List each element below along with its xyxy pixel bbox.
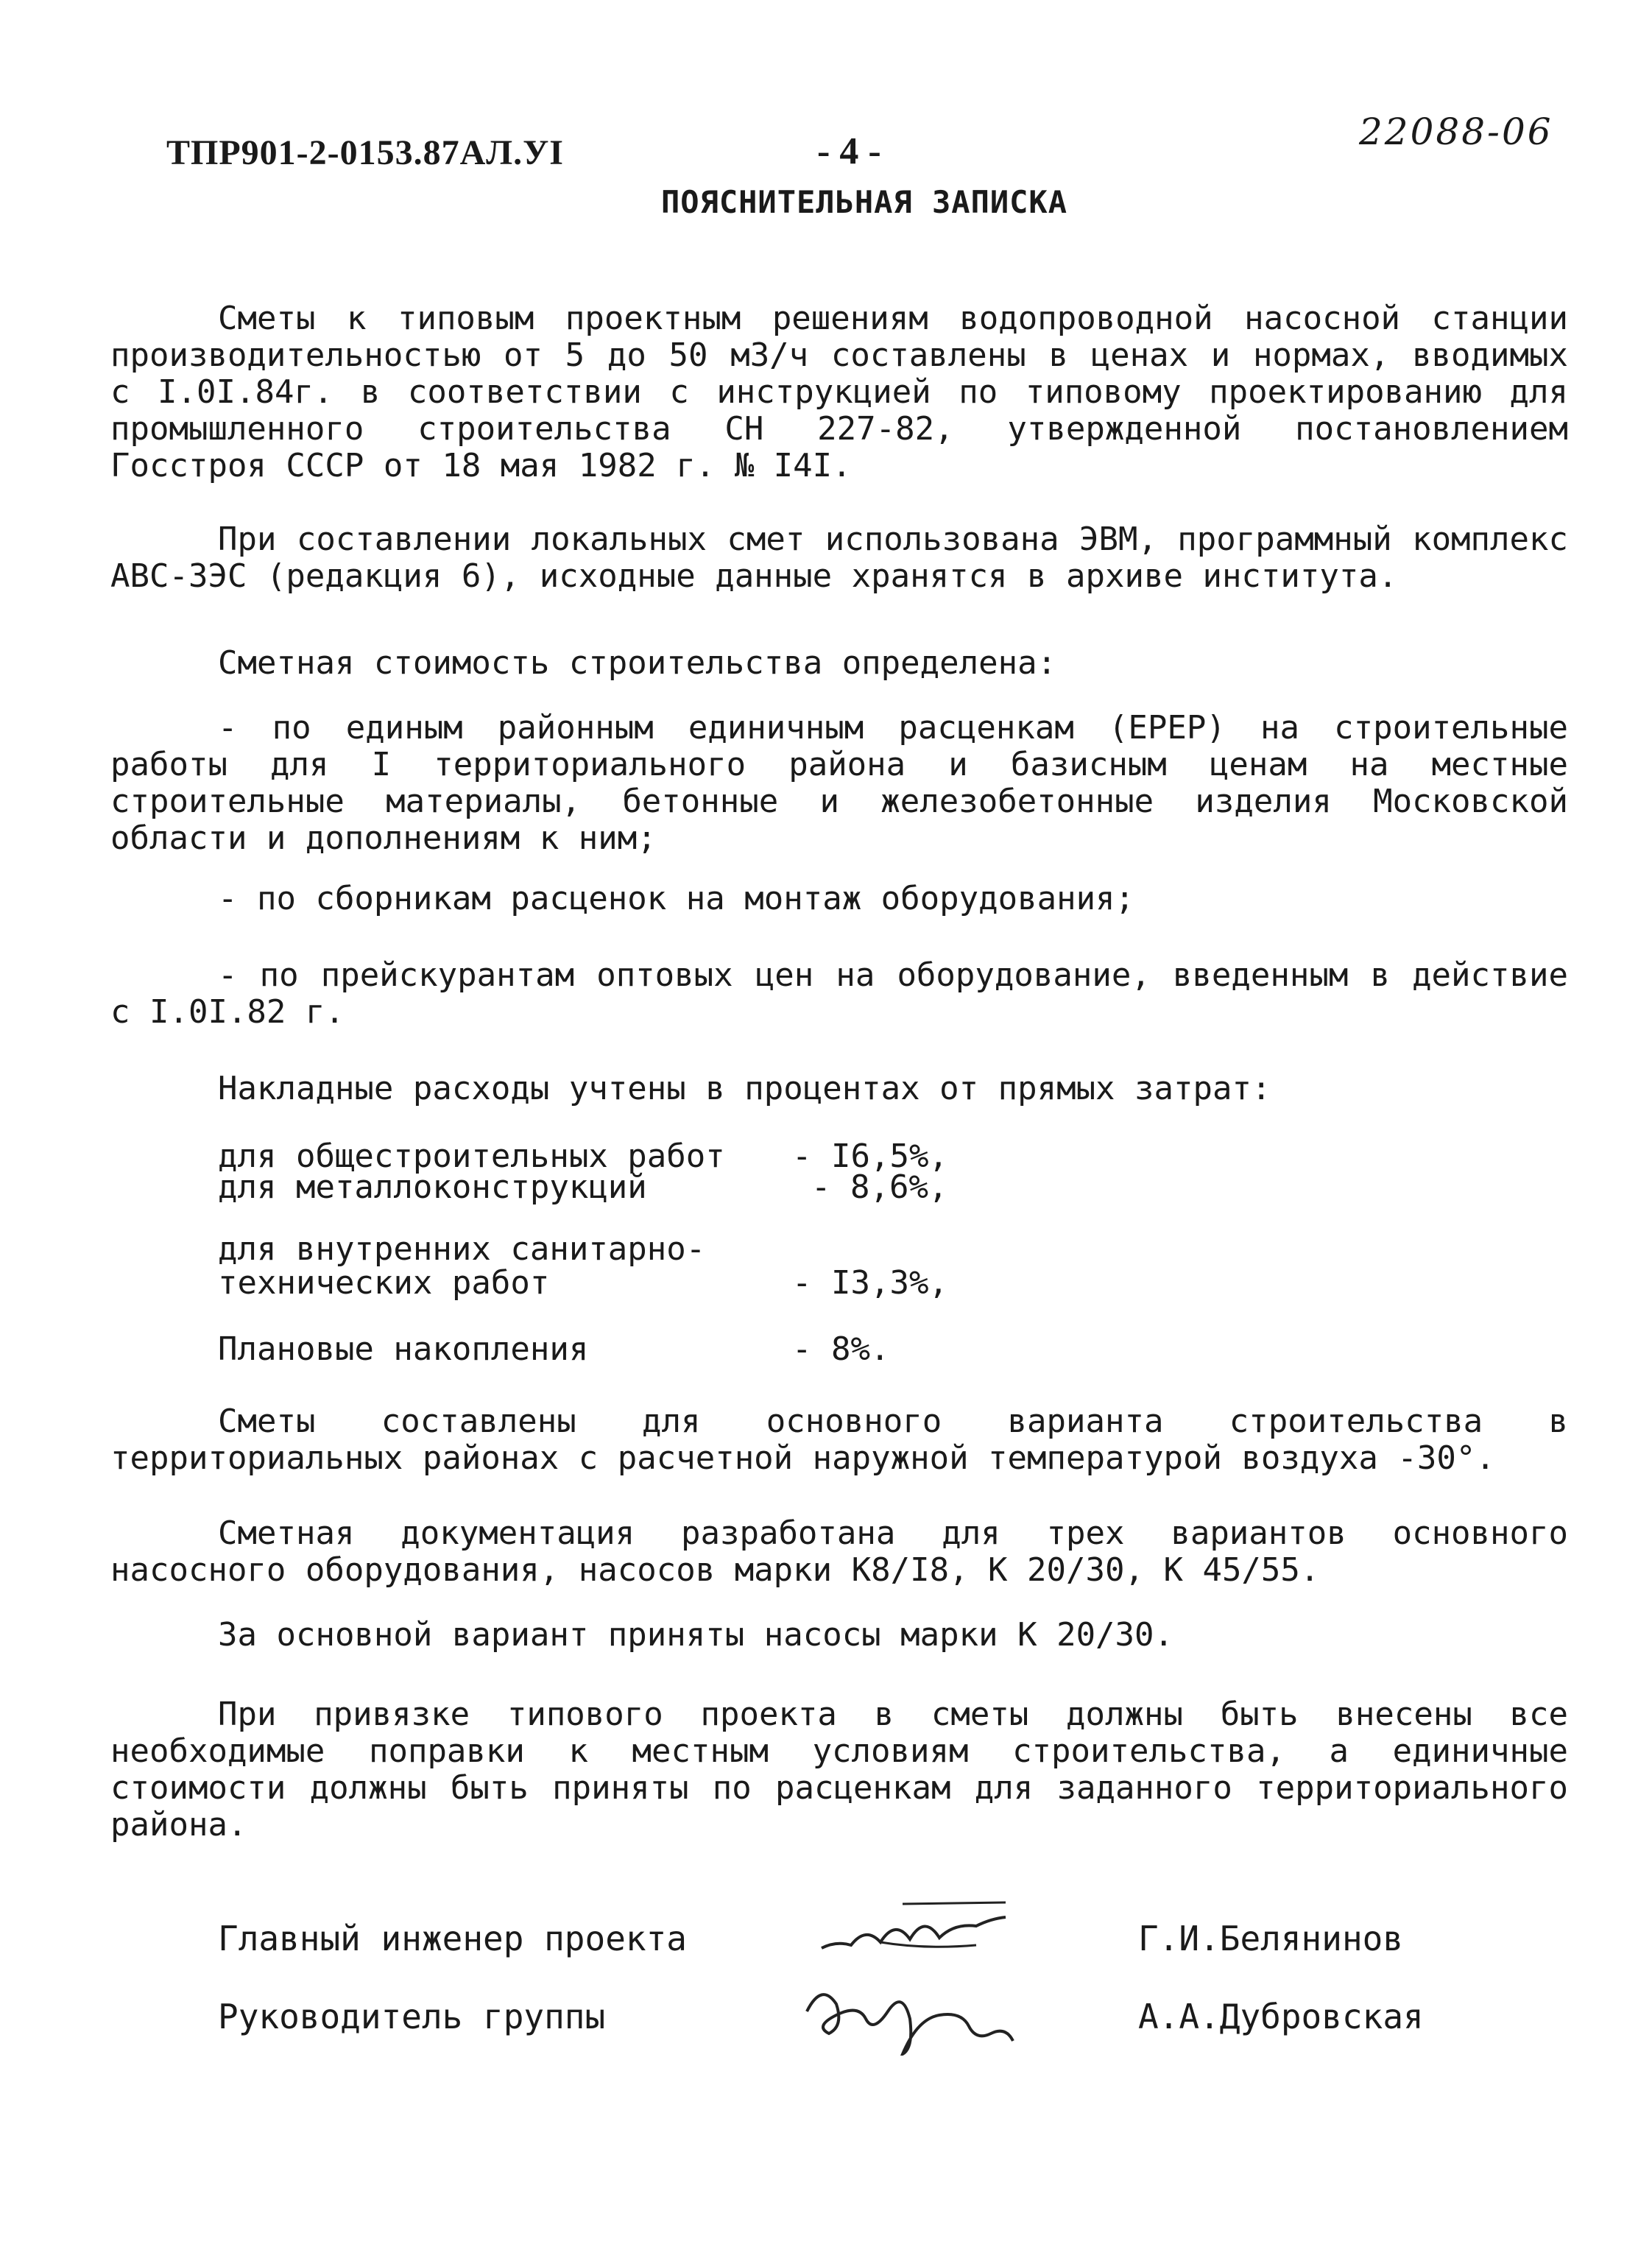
paragraph-pump-variants: Сметная документация разработана для трех вариантов основного насосного оборудования, насосов марки К8/I8, К 20/30, К 45/55.	[110, 1514, 1568, 1589]
page-number: - 4 -	[817, 130, 881, 172]
paragraph-base-variant-temperature: Сметы составлены для основного варианта строительства в территориальных районах с расчетной наружной температурой воздуха -30°.	[110, 1403, 1568, 1477]
overhead-value: - 8,6%,	[811, 1168, 948, 1206]
paragraph-main-variant: За основной вариант приняты насосы марки К 20/30.	[218, 1616, 1174, 1654]
handwritten-signature-lead	[792, 1975, 1028, 2056]
paragraph-overheads-intro: Накладные расходы учтены в процентах от прямых затрат:	[218, 1070, 1271, 1107]
overhead-value: - I6,5%,	[792, 1137, 948, 1175]
handwritten-signature-chief	[792, 1897, 1028, 1978]
signature-role: Главный инженер проекта	[218, 1919, 687, 1958]
signature-name: Г.И.Белянинов	[1138, 1919, 1404, 1958]
document-code: ТПР901-2-0153.87АЛ.УI	[166, 133, 564, 172]
paragraph-cost-defined: Сметная стоимость строительства определена:	[218, 644, 1057, 682]
paragraph-project-binding: При привязке типового проекта в сметы должны быть внесены все необходимые поправки к местным условиям строительства, а единичные стоимости должны быть приняты по расценкам для заданного территориального района.	[110, 1696, 1568, 1844]
overhead-label: для внутренних санитарно-	[218, 1230, 706, 1268]
document-title: ПОЯСНИТЕЛЬНАЯ ЗАПИСКА	[661, 184, 1068, 220]
overhead-label: для общестроительных работ	[218, 1137, 725, 1175]
overhead-value: - I3,3%,	[792, 1264, 948, 1302]
overhead-label: Плановые накопления	[218, 1330, 589, 1368]
signature-role: Руководитель группы	[218, 1997, 606, 2036]
overhead-label: технических работ	[218, 1264, 550, 1302]
signature-row-chief-engineer	[218, 1919, 1469, 1978]
paragraph-estimates-intro: Сметы к типовым проектным решениям водопроводной насосной станции производительностью от 5 до 50 м3/ч составлены в ценах и нормах, вводимых с I.0I.84г. в соответствии с инструкцией по типовому проектированию для промышленного строительства СН 227-82, утвержденной постановлением Госстроя СССР от 18 мая 1982 г. № I4I.	[110, 300, 1568, 484]
signature-row-group-lead	[218, 1997, 1469, 2056]
overhead-label: для металлоконструкций	[218, 1168, 647, 1206]
paragraph-computer-use: При составлении локальных смет использована ЭВМ, программный комплекс АВС-ЗЭС (редакция 6), исходные данные хранятся в архиве института.	[110, 521, 1568, 595]
signature-block	[218, 1919, 1469, 2066]
overhead-value: - 8%.	[792, 1330, 890, 1368]
paragraph-installation-rates: - по сборникам расценок на монтаж оборудования;	[218, 880, 1135, 917]
paragraph-erer-rates: - по единым районным единичным расценкам (ЕРЕР) на строительные работы для I территориального района и базисным ценам на местные строительные материалы, бетонные и железобетонные изделия Московской области и дополнениям к ним;	[110, 709, 1568, 857]
signature-name: А.А.Дубровская	[1138, 1997, 1424, 2036]
registration-number: 22088-06	[1359, 110, 1553, 153]
paragraph-price-lists: - по прейскурантам оптовых цен на оборудование, введенным в действие с I.0I.82 г.	[110, 956, 1568, 1031]
